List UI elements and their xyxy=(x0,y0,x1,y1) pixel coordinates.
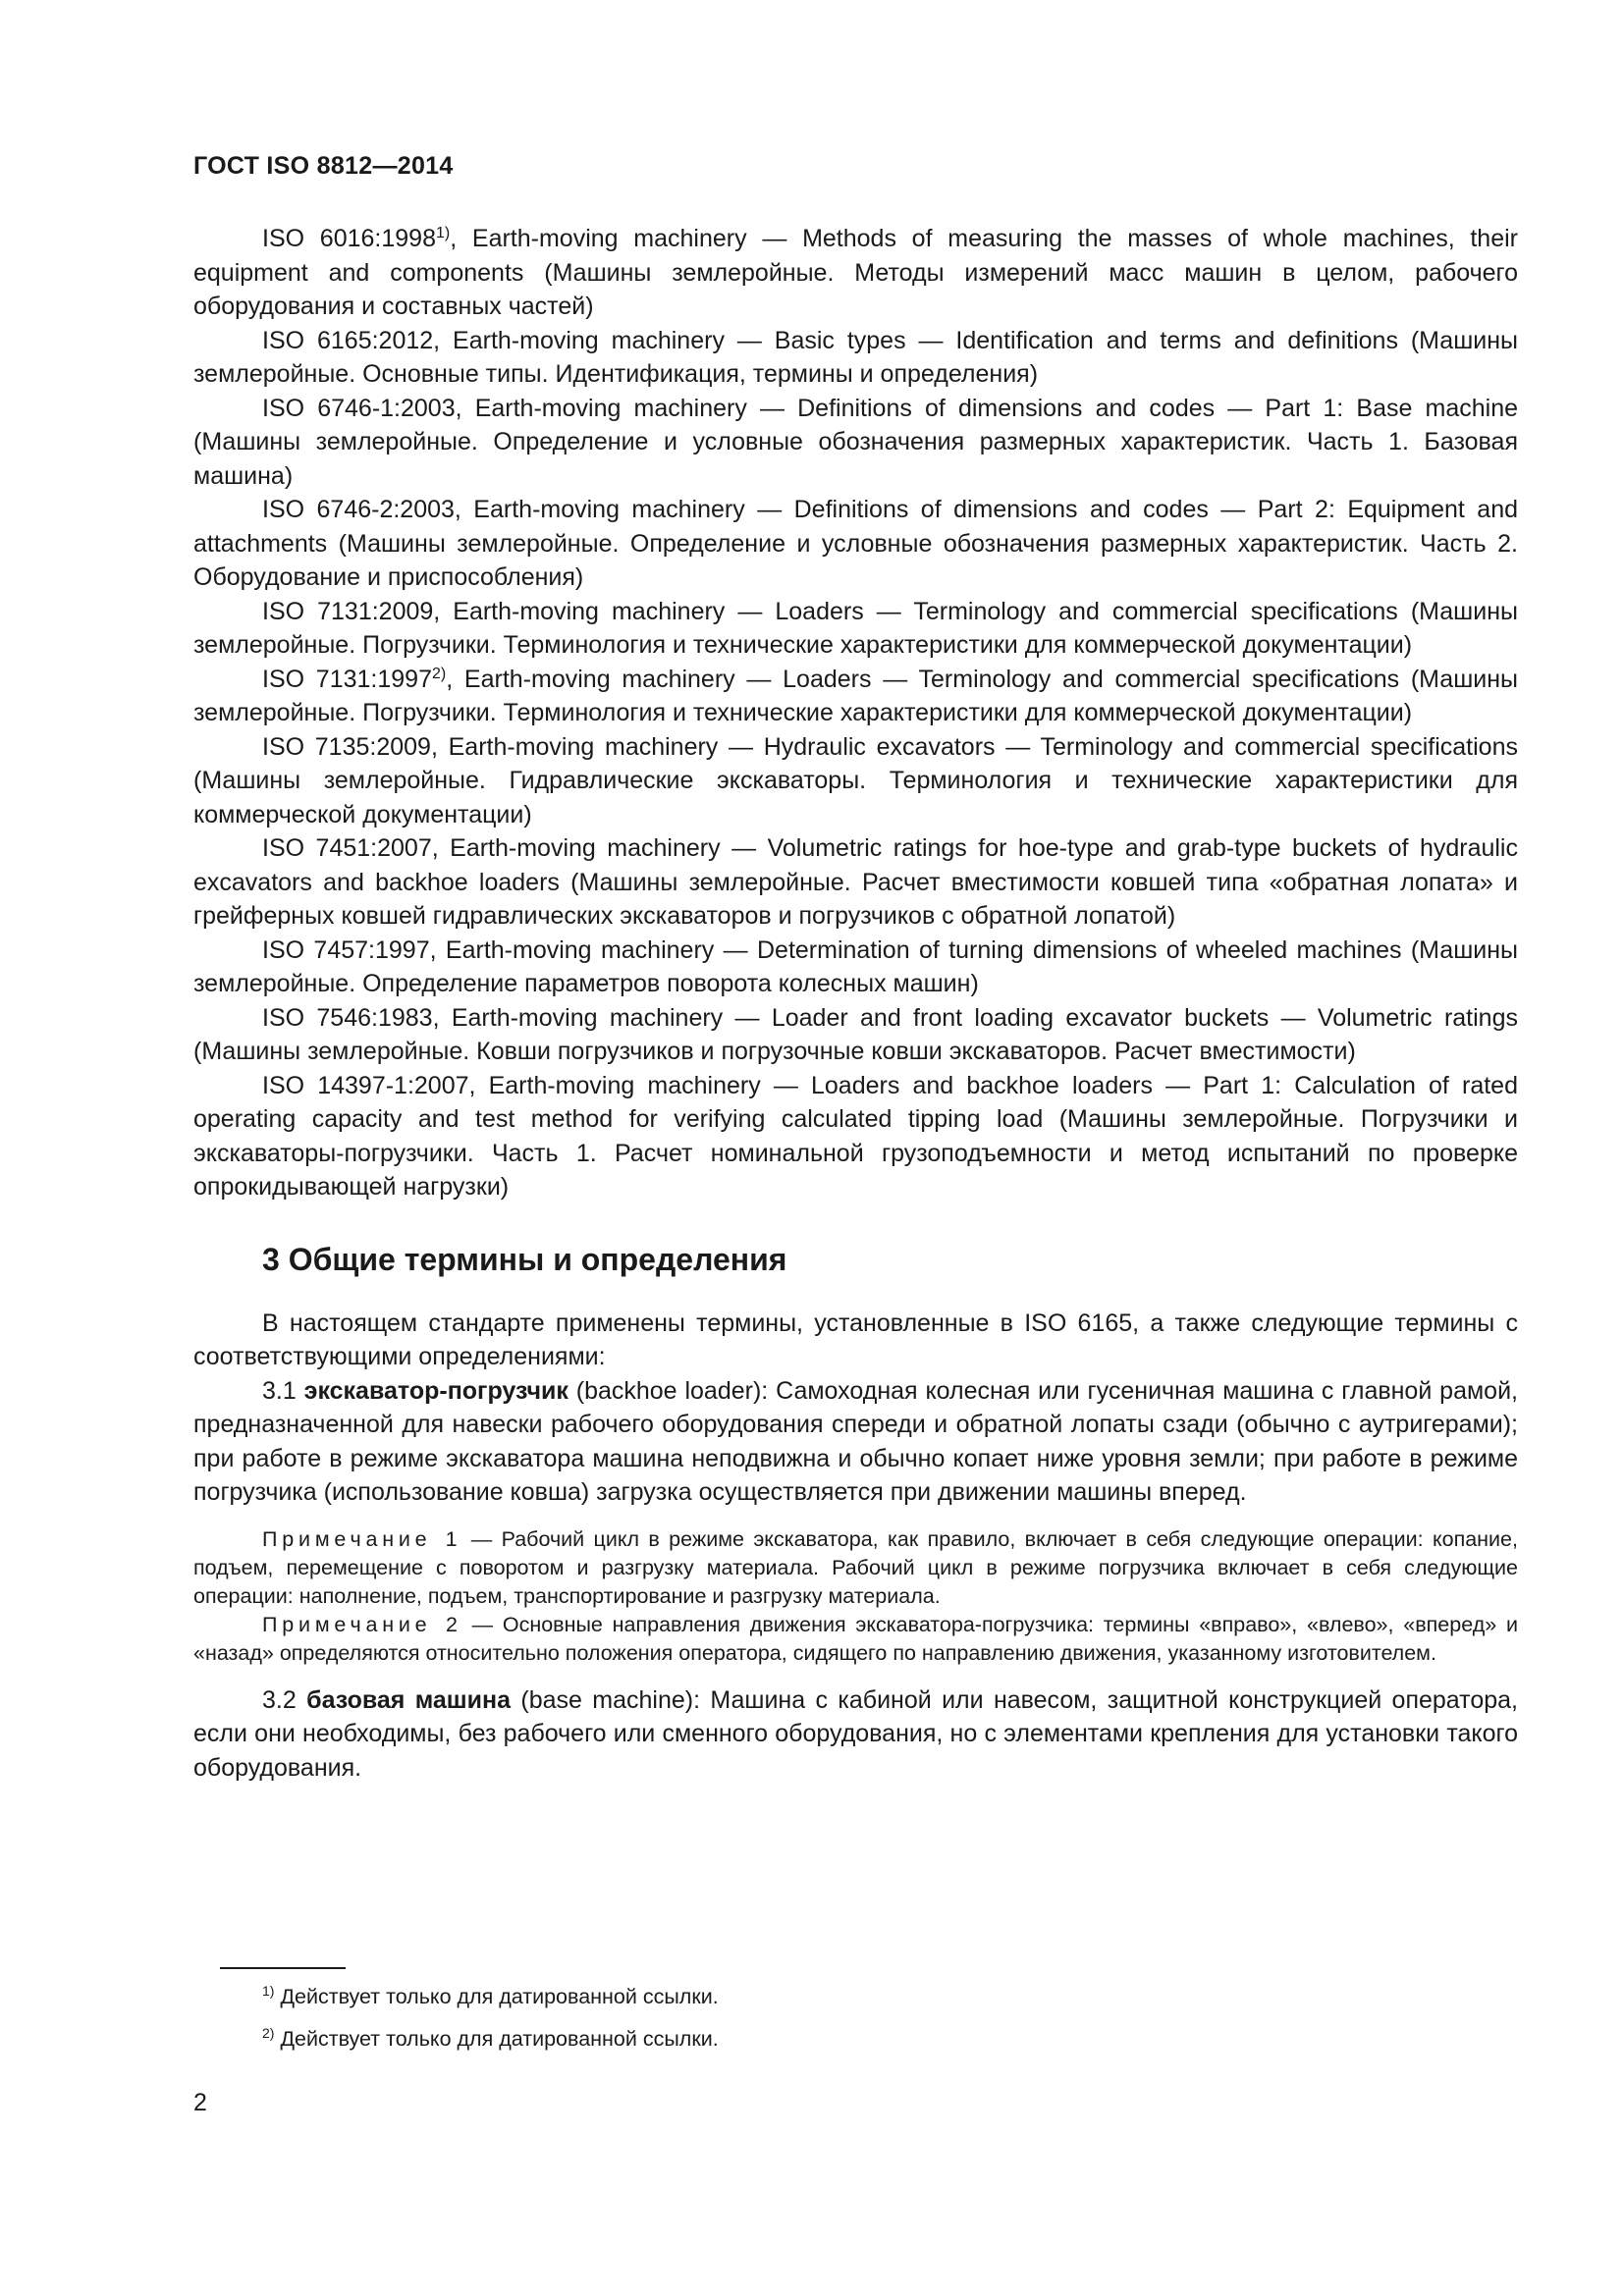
term-text: (base machine): Машина с кабиной или навесом, защитной конструкцией оператора, если они необходимы, без рабочего или сменного оборудования, но с элементами крепления для установки такого оборудования. xyxy=(193,1685,1518,1782)
term-definition xyxy=(193,1374,1518,1510)
reference-item xyxy=(193,324,1518,392)
footnote-mark: 2) xyxy=(432,665,447,682)
normative-references-list xyxy=(193,222,1518,1204)
reference-code: ISO 7135:2009 xyxy=(262,732,431,761)
reference-item xyxy=(193,730,1518,832)
note-text: — Основные направления движения экскаватора-погрузчика: термины «вправо», «влево», «вперед» и «назад» определяются относительно положения оператора, сидящего по направлению движения, указанному изготовителем. xyxy=(193,1612,1518,1665)
term-number: 3.1 xyxy=(262,1376,297,1405)
term-name: экскаватор-погрузчик xyxy=(303,1376,568,1405)
reference-item xyxy=(193,1001,1518,1069)
reference-item xyxy=(193,934,1518,1001)
reference-code: ISO 7451:2007 xyxy=(262,834,432,862)
reference-item xyxy=(193,595,1518,663)
note-text: — Рабочий цикл в режиме экскаватора, как правило, включает в себя следующие операции: копание, подъем, перемещение с поворотом и разгрузку материала. Рабочий цикл в режиме погрузчика включает в себя следующие операции: наполнение, подъем, транспортирование и разгрузку материала. xyxy=(193,1526,1518,1608)
note-label: Примечание 2 xyxy=(262,1612,462,1636)
page-content xyxy=(193,222,1518,1785)
footnote xyxy=(262,2025,1440,2054)
document-code-header: ГОСТ ISO 8812—2014 xyxy=(193,152,454,180)
term-name: базовая машина xyxy=(306,1685,512,1714)
reference-code: ISO 6746-1:2003 xyxy=(262,394,456,422)
reference-code: ISO 7457:1997 xyxy=(262,935,430,964)
reference-code: ISO 7131:1997 xyxy=(262,665,432,693)
footnote xyxy=(262,1983,1440,2011)
reference-code: ISO 14397-1:2007 xyxy=(262,1071,469,1099)
reference-text: , Earth-moving machinery — Loaders and backhoe loaders — Part 1: Calculation of rated operating capacity and test method for verifying calculated tipping load (Машины землеройные. Погрузчики и экскаваторы-погрузчики. Часть 1. Расчет номинальной грузоподъемности и метод испытаний по проверке опрокидывающей нагрузки) xyxy=(193,1071,1518,1201)
reference-text: , Earth-moving machinery — Determination of turning dimensions of wheeled machines (Машины землеройные. Определение параметров поворота колесных машин) xyxy=(193,935,1518,997)
footnotes xyxy=(262,1983,1440,2067)
reference-text: , Earth-moving machinery — Hydraulic excavators — Terminology and commercial specifications (Машины землеройные. Гидравлические экскаваторы. Терминология и технические характеристики для коммерческой документации) xyxy=(193,732,1518,828)
reference-code: ISO 7546:1983 xyxy=(262,1003,433,1032)
footnote-text: Действует только для датированной ссылки. xyxy=(280,1985,719,2008)
footnote-mark: 1) xyxy=(435,225,451,241)
reference-code: ISO 7131:2009 xyxy=(262,597,434,625)
reference-text: , Earth-moving machinery — Definitions of dimensions and codes — Part 1: Base machine (Машины землеройные. Определение и условные обозначения размерных характеристик. Часть 1. Базовая машина) xyxy=(193,394,1519,490)
section-intro: В настоящем стандарте применены термины, установленные в ISO 6165, а также следующие термины с соответствующими определениями: xyxy=(193,1308,1518,1370)
reference-text: , Earth-moving machinery — Loader and front loading excavator buckets — Volumetric ratings (Машины землеройные. Ковши погрузчиков и погрузочные ковши экскаваторов. Расчет вместимости) xyxy=(193,1003,1518,1065)
section-heading: 3 Общие термины и определения xyxy=(262,1241,787,1277)
reference-text: , Earth-moving machinery — Loaders — Terminology and commercial specifications (Машины землеройные. Погрузчики. Терминология и технические характеристики для коммерческой документации) xyxy=(193,665,1518,726)
reference-item xyxy=(193,392,1518,494)
reference-code: ISO 6165:2012 xyxy=(262,326,434,354)
note xyxy=(193,1611,1518,1668)
reference-item xyxy=(193,831,1518,934)
reference-text: , Earth-moving machinery — Loaders — Terminology and commercial specifications (Машины землеройные. Погрузчики. Терминология и технические характеристики для коммерческой документации) xyxy=(193,597,1518,659)
reference-item xyxy=(193,663,1518,730)
note-label: Примечание 1 xyxy=(262,1526,462,1551)
footnote-mark: 2) xyxy=(262,2025,275,2041)
footnote-text: Действует только для датированной ссылки. xyxy=(280,2027,719,2051)
reference-item xyxy=(193,1069,1518,1204)
reference-item xyxy=(193,493,1518,595)
reference-code: ISO 6016:1998 xyxy=(262,225,436,252)
footnote-mark: 1) xyxy=(262,1983,275,1999)
reference-text: , Earth-moving machinery — Volumetric ratings for hoe-type and grab-type buckets of hydraulic excavators and backhoe loaders (Машины землеройные. Расчет вместимости ковшей типа «обратная лопата» и грейферных ковшей гидравлических экскаваторов и погрузчиков с обратной лопатой) xyxy=(193,834,1518,930)
reference-text: , Earth-moving machinery — Basic types — Identification and terms and definitions (Машины землеройные. Основные типы. Идентификация, термины и определения) xyxy=(193,326,1518,388)
term-definition xyxy=(193,1683,1518,1786)
term-number: 3.2 xyxy=(262,1685,297,1714)
term-text: (backhoe loader): Самоходная колесная или гусеничная машина с главной рамой, предназначенной для навески рабочего оборудования спереди и обратной лопаты сзади (обычно с аутригерами); при работе в режиме экскаватора машина неподвижна и обычно копает ниже уровня земли; при работе в режиме погрузчика (использование ковша) загрузка осуществляется при движении машины вперед. xyxy=(193,1376,1518,1506)
reference-code: ISO 6746-2:2003 xyxy=(262,496,455,523)
reference-text: , Earth-moving machinery — Methods of measuring the masses of whole machines, their equipment and components (Машины землеройные. Методы измерений масс машин в целом, рабочего оборудования и составных частей) xyxy=(193,225,1518,320)
page-number: 2 xyxy=(193,2089,207,2116)
reference-item xyxy=(193,222,1518,324)
reference-text: , Earth-moving machinery — Definitions of dimensions and codes — Part 2: Equipment and attachments (Машины землеройные. Определение и условные обозначения размерных характеристик. Часть 2. Оборудование и приспособления) xyxy=(193,496,1519,591)
note xyxy=(193,1525,1518,1611)
footnote-separator xyxy=(220,1967,346,1969)
